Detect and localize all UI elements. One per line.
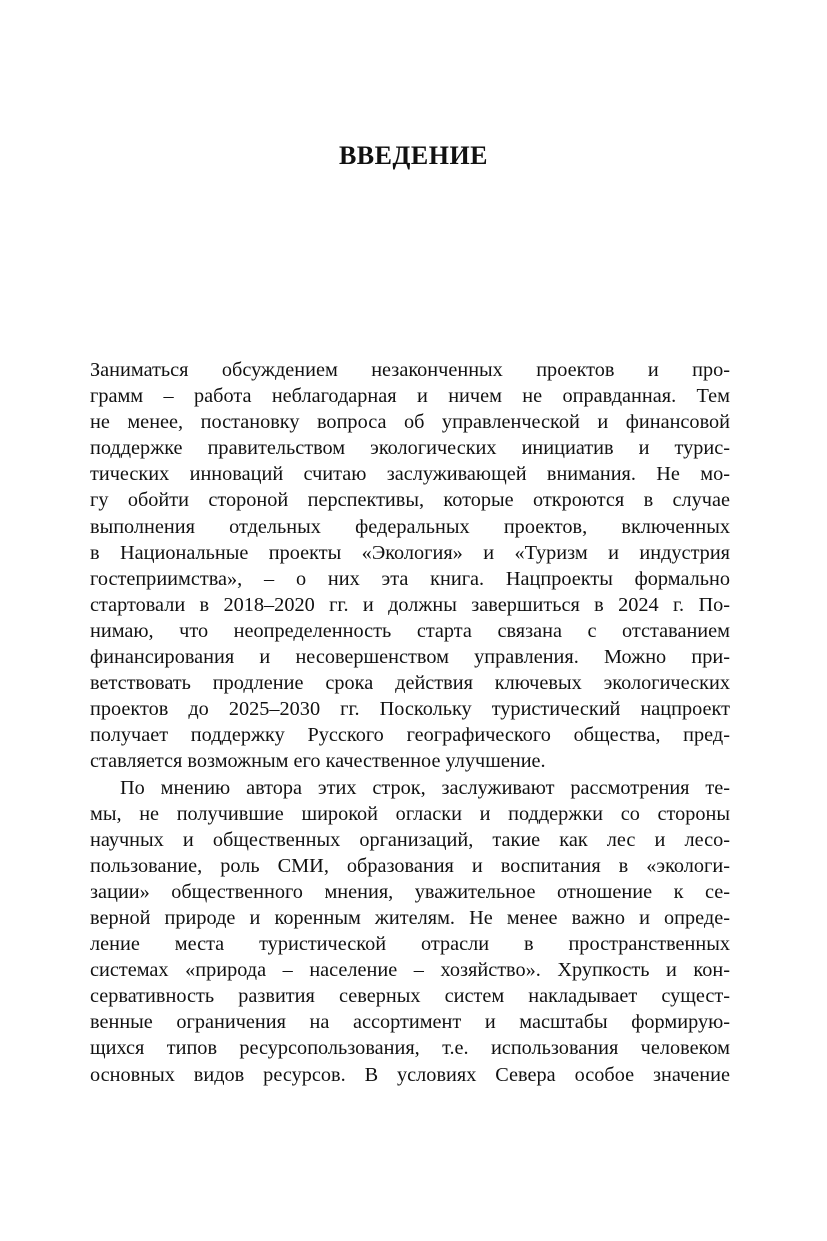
text-line: мы, не получившие широкой огласки и поддержки со стороны	[90, 802, 730, 825]
text-line: в Национальные проекты «Экология» и «Туризм и индустрия	[90, 541, 730, 564]
text-line: получает поддержку Русского географического общества, пред-	[90, 724, 730, 747]
text-line: Заниматься обсуждением незаконченных проектов и про-	[90, 359, 730, 381]
text-line: зации» общественного мнения, уважительное отношение к се-	[90, 880, 730, 903]
text-line: нимаю, что неопределенность старта связана с отставанием	[90, 619, 730, 642]
text-line: верной природе и коренным жителям. Не менее важно и опреде-	[90, 906, 730, 929]
text-line: стартовали в 2018–2020 гг. и должны завершиться в 2024 г. По-	[90, 593, 730, 616]
text-line: выполнения отдельных федеральных проектов, включенных	[90, 515, 730, 538]
text-line: ставляется возможным его качественное улучшение.	[90, 750, 546, 773]
text-line: ление места туристической отрасли в пространственных	[90, 933, 730, 956]
text-line: По мнению автора этих строк, заслуживают рассмотрения те-	[120, 776, 730, 799]
chapter-heading: ВВЕДЕНИЕ	[338, 141, 489, 170]
text-line: грамм – работа неблагодарная и ничем не оправданная. Тем	[90, 385, 730, 408]
text-line: ветствовать продление срока действия ключевых экологических	[90, 672, 730, 695]
text-line: системах «природа – население – хозяйство». Хрупкость и кон-	[90, 959, 730, 982]
text-line: гостеприимства», – о них эта книга. Нацпроекты формально	[90, 567, 730, 590]
paragraph-1	[90, 357, 730, 775]
text-line: тических инноваций считаю заслуживающей внимания. Не мо-	[90, 463, 730, 486]
text-line: поддержке правительством экологических инициатив и турис-	[90, 437, 730, 460]
paragraph-2	[90, 775, 730, 1088]
text-line: сервативность развития северных систем накладывает сущест-	[90, 985, 730, 1008]
text-line: гу обойти стороной перспективы, которые откроются в случае	[90, 489, 730, 512]
text-line: финансирования и несовершенством управления. Можно при-	[90, 646, 730, 669]
text-line: основных видов ресурсов. В условиях Севера особое значение	[90, 1063, 730, 1086]
body-text	[90, 357, 730, 1088]
text-line: венные ограничения на ассортимент и масштабы формирую-	[90, 1011, 730, 1034]
text-line: пользование, роль СМИ, образования и воспитания в «экологи-	[90, 854, 730, 877]
text-line: щихся типов ресурсопользования, т.е. использования человеком	[90, 1037, 730, 1060]
text-line: научных и общественных организаций, такие как лес и лесо-	[90, 828, 730, 851]
text-line: не менее, постановку вопроса об управленческой и финансовой	[90, 411, 730, 434]
text-line: проектов до 2025–2030 гг. Поскольку туристический нацпроект	[90, 698, 730, 721]
